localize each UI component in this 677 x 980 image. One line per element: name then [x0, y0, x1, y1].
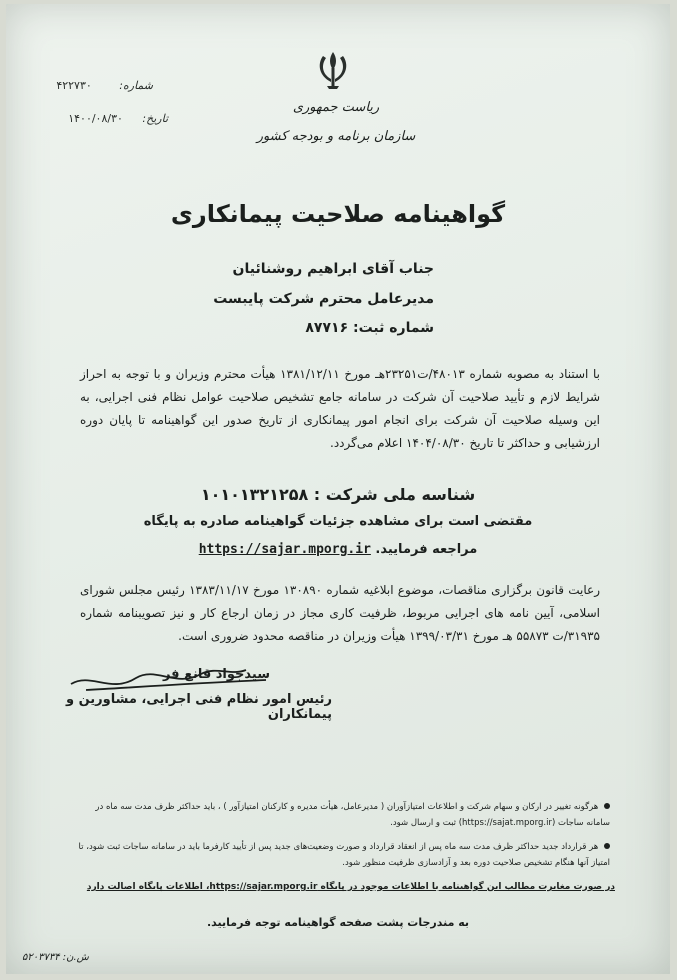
note-item — [70, 839, 610, 871]
portal-link-line — [6, 542, 670, 557]
org-line-budget-organization: سازمان برنامه و بودجه کشور — [256, 129, 416, 144]
document-code: ش.ن: ۵۲۰۳۷۳۴ — [22, 952, 89, 963]
portal-instruction-line: مقتضی است برای مشاهده جزئیات گواهینامه صادره به پایگاه — [143, 514, 533, 529]
registration-number: شماره ثبت: ۸۷۷۱۶ — [305, 320, 434, 336]
body-paragraph-regulations: رعایت قانون برگزاری مناقصات، موضوع ابلاغیه شماره ۱۳۰۸۹۰ مورخ ۱۳۸۳/۱۱/۱۷ رئیس مجلس شورای اسلامی، آیین نامه های اجرایی مربوط، ظرفیت کاری مجاز در زمان ارجاع کار و نیز تصویبنامه شماره ۳۱۹۳۵/ت ۵۵۸۷۳ هـ مورخ ۱۳۹۹/۰۳/۳۱ هیأت وزیران در مناقصه محدود ضروری است. — [80, 583, 601, 643]
certificate-title: گواهینامه صلاحیت پیمانکاری — [170, 200, 506, 228]
letter-date-label: تاریخ: — [142, 112, 168, 125]
body-paragraph-authorization: با استناد به مصوبه شماره ۴۸۰۱۳/ت۲۳۲۵۱هـ مورخ ۱۳۸۱/۱۲/۱۱ هیأت محترم وزیران و با توجه به احراز شرایط لازم و تأیید صلاحیت آن شرکت در سامانه جامع تشخیص صلاحیت عوامل نظام فنی اجرایی، به این وسیله صلاحیت آن شرکت برای انجام امور پیمانکاری از تاریخ صدور این گواهینامه تا پایان دوره ارزشیابی و حداکثر تا تاریخ ۱۴۰۴/۰۸/۳۰ اعلام می‌گردد. — [80, 367, 601, 450]
note-text: هرگونه تغییر در ارکان و سهام شرکت و اطلاعات امتیازآوران ( مدیرعامل، هیأت مدیره و کارکنان امتیازآور ) ، باید حداکثر ظرف مدت سه ماه در سامانه ساجات (https://sajat.mporg.ir) ثبت و ارسال شود. — [95, 802, 610, 828]
addressee-name: جناب آقای ابراهیم روشنائیان — [232, 261, 434, 277]
iran-emblem-icon — [309, 46, 357, 94]
portal-link-suffix: مراجعه فرمایید. — [375, 542, 478, 557]
letter-number-label: شماره: — [119, 79, 153, 92]
letter-number-row — [28, 79, 153, 92]
footer-warning: در صورت مغایرت مطالب این گواهینامه با اطلاعات موجود در پایگاه https://sajar.mporg.ir، اطلاعات پایگاه اصالت دارد — [86, 882, 615, 892]
note-item — [70, 799, 610, 831]
signatory-name: سیدجواد قانع فر — [162, 667, 270, 682]
national-id-line: شناسه ملی شرکت : ۱۰۱۰۱۳۲۱۲۵۸ — [200, 485, 476, 504]
addressee-position: مدیرعامل محترم شرکت پایبست — [213, 291, 434, 307]
org-line-presidency: ریاست جمهوری — [292, 100, 380, 115]
sajar-portal-link[interactable]: https://sajar.mporg.ir — [198, 542, 371, 557]
note-text: هر قرارداد جدید حداکثر ظرف مدت سه ماه پس از انعقاد قرارداد و صورت وضعیت‌های جدید پس از تأیید کارفرما باید در سامانه ساجات ثبت شود، تا امتیاز آنها هنگام تشخیص صلاحیت دوره بعد و آزادسازی ظرفیت منظور شود. — [78, 842, 610, 868]
bullet-icon — [604, 803, 610, 809]
footer-note: به مندرجات پشت صفحه گواهینامه توجه فرمایید. — [206, 916, 470, 929]
letter-date-row — [28, 112, 168, 125]
bullet-icon — [604, 843, 610, 849]
certificate-page — [6, 4, 670, 974]
signatory-title: رئیس امور نظام فنی اجرایی، مشاورین و پیمانکاران — [66, 692, 332, 722]
letter-date-value: ۱۴۰۰/۰۸/۳۰ — [68, 112, 123, 125]
letter-number-value: ۴۲۲۷۳۰ — [56, 79, 92, 92]
